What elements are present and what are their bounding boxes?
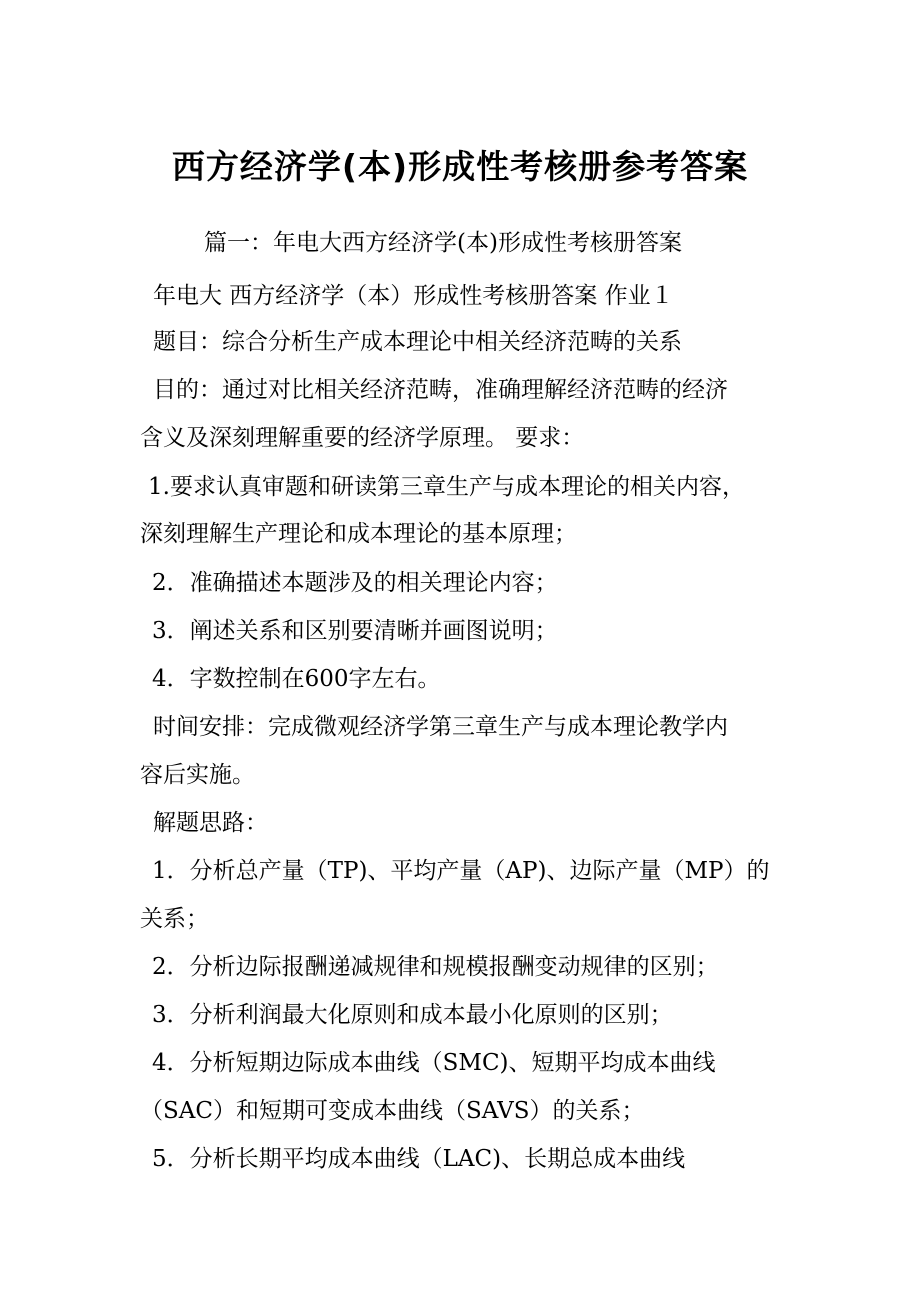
paragraph-line: 年电大 西方经济学（本）形成性考核册答案 作业１ [153, 283, 674, 309]
paragraph-line: 3．分析利润最大化原则和成本最小化原则的区别； [152, 1002, 673, 1028]
paragraph-line: 5．分析长期平均成本曲线（LAC)、长期总成本曲线 [152, 1146, 686, 1172]
paragraph-line: 1.要求认真审题和研读第三章生产与成本理论的相关内容， [148, 474, 745, 500]
paragraph-line: 含义及深刻理解重要的经济学原理。 要求： [140, 425, 585, 451]
paragraph-line: 深刻理解生产理论和成本理论的基本原理； [140, 521, 577, 547]
paragraph-line: 题目：综合分析生产成本理论中相关经济范畴的关系 [153, 329, 682, 355]
paragraph-line: 解题思路： [153, 810, 268, 836]
paragraph-line: 目的：通过对比相关经济范畴，准确理解经济范畴的经济 [153, 377, 728, 403]
paragraph-line: 4．分析短期边际成本曲线（SMC)、短期平均成本曲线 [152, 1050, 716, 1076]
paragraph-line: 3．阐述关系和区别要清晰并画图说明； [152, 618, 558, 644]
paragraph-line: （SAC）和短期可变成本曲线（SAVS）的关系； [140, 1098, 645, 1124]
paragraph-line: 关系； [140, 906, 209, 932]
paragraph-line: 篇一：年电大西方经济学(本)形成性考核册答案 [204, 230, 682, 256]
paragraph-line: 4．字数控制在600字左右。 [152, 666, 441, 692]
paragraph-line: 2．准确描述本题涉及的相关理论内容； [152, 570, 558, 596]
paragraph-line: 容后实施。 [140, 762, 255, 788]
document-title: 西方经济学(本)形成性考核册参考答案 [171, 147, 749, 186]
paragraph-line: 2．分析边际报酬递减规律和规模报酬变动规律的区别； [152, 954, 719, 980]
paragraph-line: 时间安排：完成微观经济学第三章生产与成本理论教学内 [153, 714, 728, 740]
paragraph-line: 1．分析总产量（TP)、平均产量（AP)、边际产量（MP）的 [152, 858, 770, 884]
